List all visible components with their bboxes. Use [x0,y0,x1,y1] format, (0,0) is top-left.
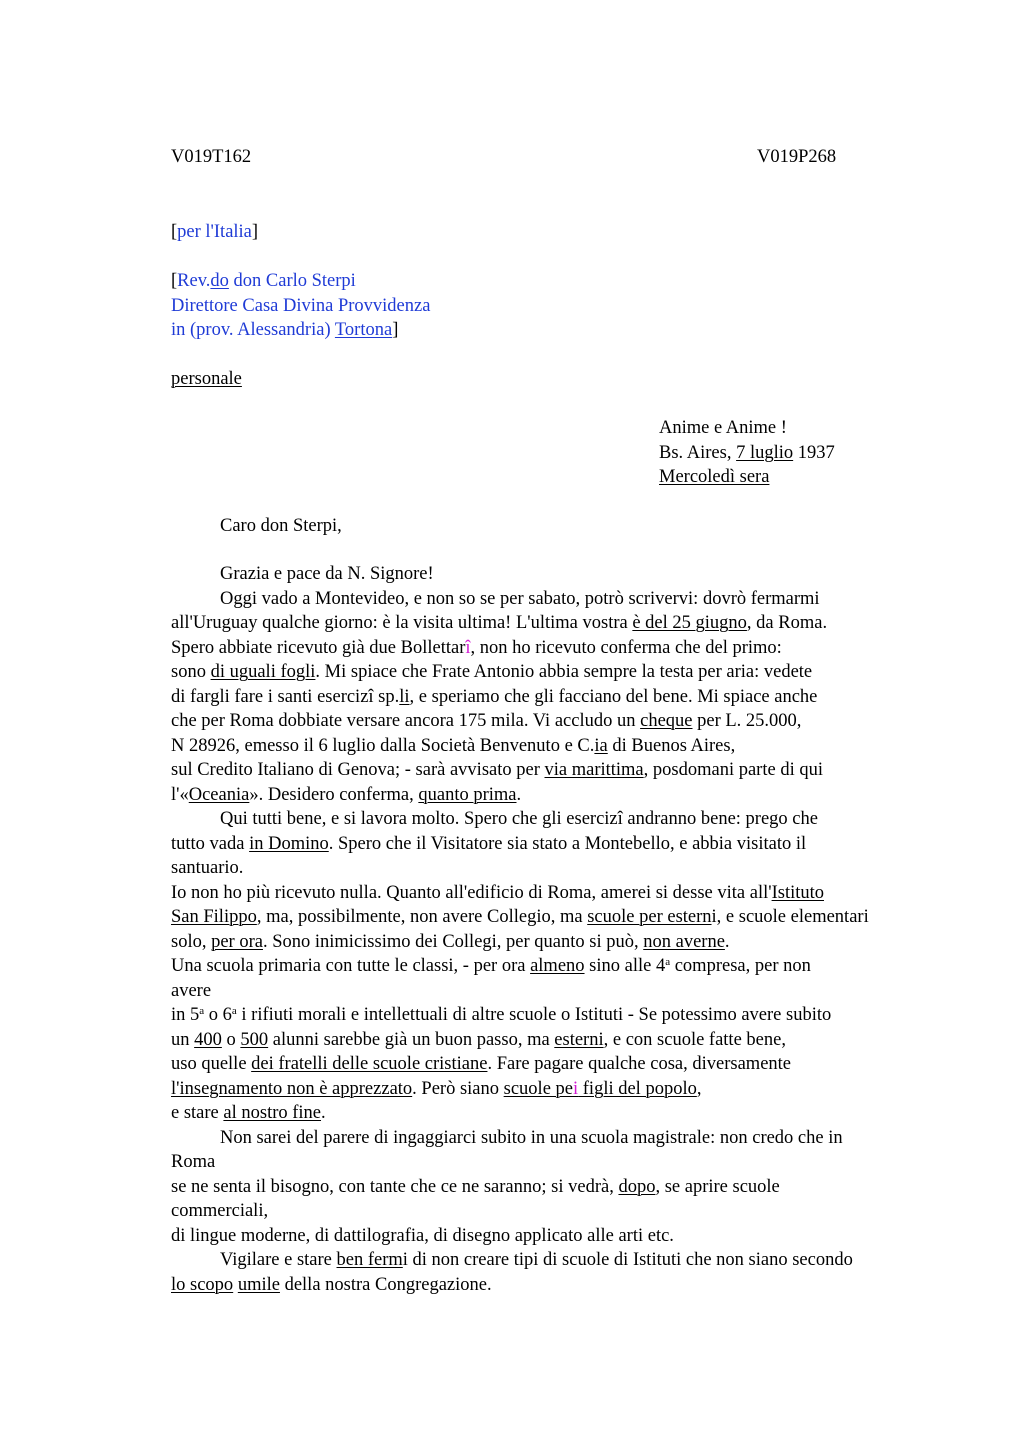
recipient-place-line: in (prov. Alessandria) Tortona] [171,320,399,340]
body-line: avere [171,980,212,1001]
body-line: Qui tutti bene, e si lavora molto. Spero che gli esercizî andranno bene: prego che [220,809,818,829]
document-code-left: V019T162 [171,147,252,167]
body-line: se ne senta il bisogno, con tante che ce ne saranno; si vedrà, dopo, se aprire scuole [171,1176,780,1197]
body-line: di fargli fare i santi esercizî sp.li, e speriamo che gli facciano del bene. Mi spiace anche [171,686,818,707]
greeting: Grazia e pace da N. Signore! [220,564,434,584]
recipient-name-line: [Rev.do don Carlo Sterpi [171,271,356,291]
place-date: Bs. Aires, 7 luglio 1937 [659,442,835,463]
body-line: commerciali, [171,1201,269,1221]
body-line: San Filippo, ma, possibilmente, non avere Collegio, ma scuole per esterni, e scuole elementari [171,907,869,927]
salutation: Caro don Sterpi, [220,516,342,536]
document-code-right: V019P268 [757,147,837,167]
destination-line: [per l'Italia] [171,222,259,242]
body-line: Spero abbiate ricevuto già due Bollettarî, non ho ricevuto conferma che del primo: [171,637,782,658]
recipient-title-line: Direttore Casa Divina Provvidenza [171,295,431,316]
recipient-block [171,269,430,343]
motto: Anime e Anime ! [659,418,787,438]
body-line: Vigilare e stare ben fermi di non creare tipi di scuole di Istituti che non siano secondo [220,1250,853,1270]
body-line: in 5$^a$ o 6$^a$ i rifiuti morali e intellettuali di altre scuole o Istituti - Se potessimo avere subito [171,1005,832,1025]
body-line: sono di uguali fogli. Mi spiace che Frate Antonio abbia sempre la testa per aria: vedete [171,662,813,682]
personal-marking: personale [171,369,242,389]
body-line: l'insegnamento non è apprezzato. Però siano scuole pei figli del popolo, [171,1078,702,1099]
body-line: che per Roma dobbiate versare ancora 175 mila. Vi accludo un cheque per L. 25.000, [171,711,802,731]
body-line: Non sarei del parere di ingaggiarci subito in una scuola magistrale: non credo che in [220,1127,843,1148]
body-line: Oggi vado a Montevideo, e non so se per sabato, potrò scrivervi: dovrò fermarmi [220,588,820,609]
body-line: N 28926, emesso il 6 luglio dalla Società Benvenuto e C.ia di Buenos Aires, [171,735,736,756]
body-line: sul Credito Italiano di Genova; - sarà avvisato per via marittima, posdomani parte di qui [171,760,823,780]
letter-body [171,562,971,1297]
body-line: di lingue moderne, di dattilografia, di disegno applicato alle arti etc. [171,1225,674,1246]
body-line: tutto vada in Domino. Spero che il Visitatore sia stato a Montebello, e abbia visitato il [171,833,807,854]
body-line: all'Uruguay qualche giorno: è la visita ultima! L'ultima vostra è del 25 giugno, da Roma. [171,613,828,633]
body-line: lo scopo umile della nostra Congregazione. [171,1274,492,1295]
body-line: Io non ho più ricevuto nulla. Quanto all'edificio di Roma, amerei si desse vita all'Istituto [171,882,824,903]
body-line: l'«Oceania». Desidero conferma, quanto prima. [171,784,522,805]
body-line: santuario. [171,858,244,878]
body-line: solo, per ora. Sono inimicissimo dei Collegi, per quanto si può, non averne. [171,931,730,952]
body-line: Roma [171,1152,216,1172]
dateline [659,416,835,490]
body-line: uso quelle dei fratelli delle scuole cristiane. Fare pagare qualche cosa, diversamente [171,1054,792,1074]
body-line: un 400 o 500 alunni sarebbe già un buon passo, ma esterni, e con scuole fatte bene, [171,1029,786,1050]
destination-text: per l'Italia [177,222,252,242]
weekday: Mercoledì sera [659,467,770,487]
body-line: e stare al nostro fine. [171,1103,326,1123]
body-line: Una scuola primaria con tutte le classi, - per ora almeno sino alle 4$^a$ compresa, per non [171,956,811,976]
